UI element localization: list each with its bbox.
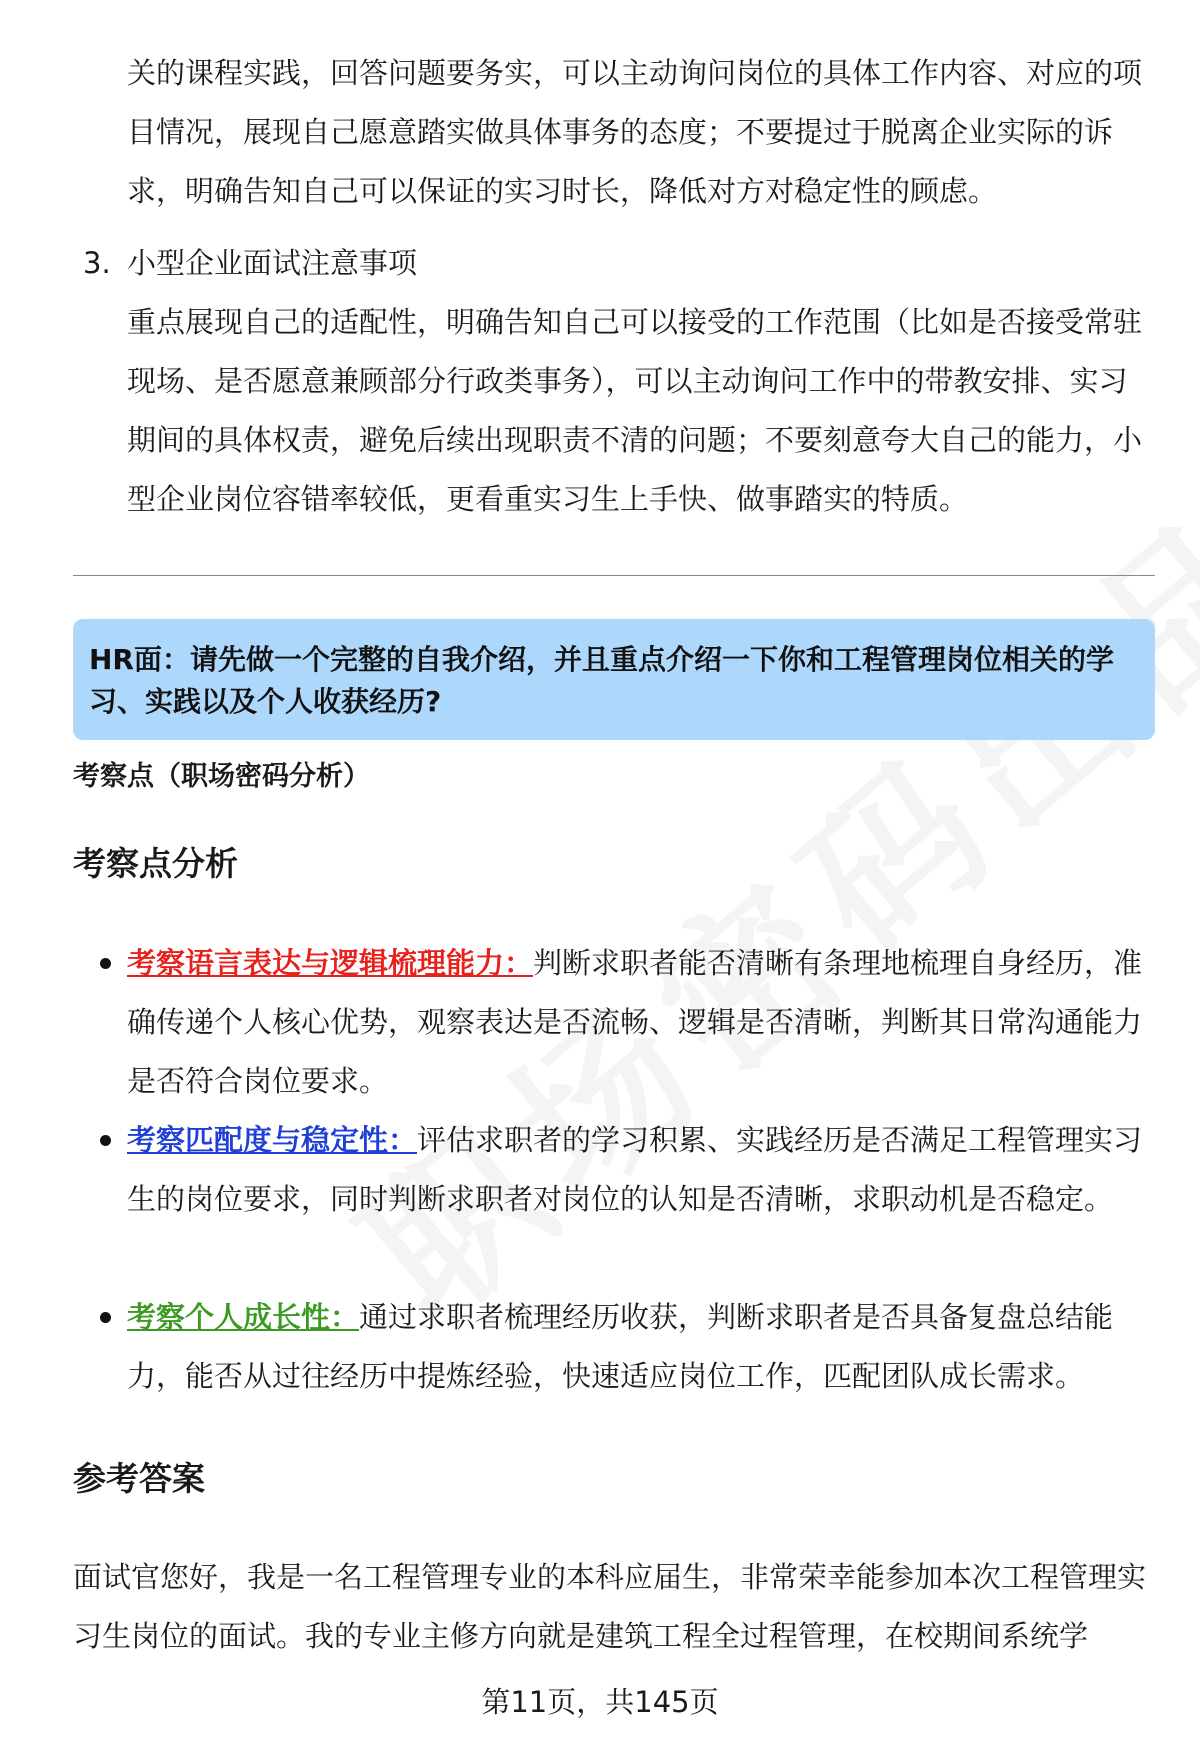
analysis-heading: 考察点分析 <box>73 844 238 883</box>
bullet-text: 判断求职者能否清晰有条理地梳理自身经历，准确传递个人核心优势，观察表达是否流畅、逻辑是否清晰，判断其日常沟通能力是否符合岗位要求。 <box>127 946 1143 1098</box>
answer-heading: 参考答案 <box>73 1459 205 1498</box>
bullet-dot-icon <box>100 958 111 969</box>
section-divider <box>73 575 1155 576</box>
analysis-subhead: 考察点（职场密码分析） <box>73 761 370 792</box>
list-number: 3. <box>83 246 111 280</box>
bullet-label: 考察个人成长性： <box>127 1300 360 1334</box>
bullet-item <box>127 1288 1147 1406</box>
list-item-body: 重点展现自己的适配性，明确告知自己可以接受的工作范围（比如是否接受常驻现场、是否愿意兼顾部分行政类事务），可以主动询问工作中的带教安排、实习期间的具体权责，避免后续出现职责不清的问题；不要刻意夸大自己的能力，小型企业岗位容错率较低，更看重实习生上手快、做事踏实的特质。 <box>127 305 1143 516</box>
intro-paragraph: 关的课程实践，回答问题要务实，可以主动询问岗位的具体工作内容、对应的项目情况，展现自己愿意踏实做具体事务的态度；不要提过于脱离企业实际的诉求，明确告知自己可以保证的实习时长，降低对方对稳定性的顾虑。 <box>127 56 1143 208</box>
bullet-item <box>127 934 1147 1111</box>
bullet-text: 评估求职者的学习积累、实践经历是否满足工程管理实习生的岗位要求，同时判断求职者对岗位的认知是否清晰，求职动机是否稳定。 <box>127 1123 1143 1216</box>
bullet-dot-icon <box>100 1135 111 1146</box>
bullet-label: 考察匹配度与稳定性： <box>127 1123 418 1157</box>
question-box <box>73 619 1155 740</box>
bullet-dot-icon <box>100 1312 111 1323</box>
answer-paragraph: 面试官您好，我是一名工程管理专业的本科应届生，非常荣幸能参加本次工程管理实习生岗位的面试。我的专业主修方向就是建筑工程全过程管理，在校期间系统学 <box>73 1560 1147 1653</box>
list-item-title: 小型企业面试注意事项 <box>127 246 418 280</box>
bullet-item <box>127 1111 1147 1229</box>
question-text: HR面：请先做一个完整的自我介绍，并且重点介绍一下你和工程管理岗位相关的学习、实践以及个人收获经历? <box>89 643 1114 718</box>
bullet-label: 考察语言表达与逻辑梳理能力： <box>127 946 534 980</box>
bullet-text: 通过求职者梳理经历收获，判断求职者是否具备复盘总结能力，能否从过往经历中提炼经验，快速适应岗位工作，匹配团队成长需求。 <box>127 1300 1114 1393</box>
page-footer: 第11页，共145页 <box>481 1685 719 1719</box>
